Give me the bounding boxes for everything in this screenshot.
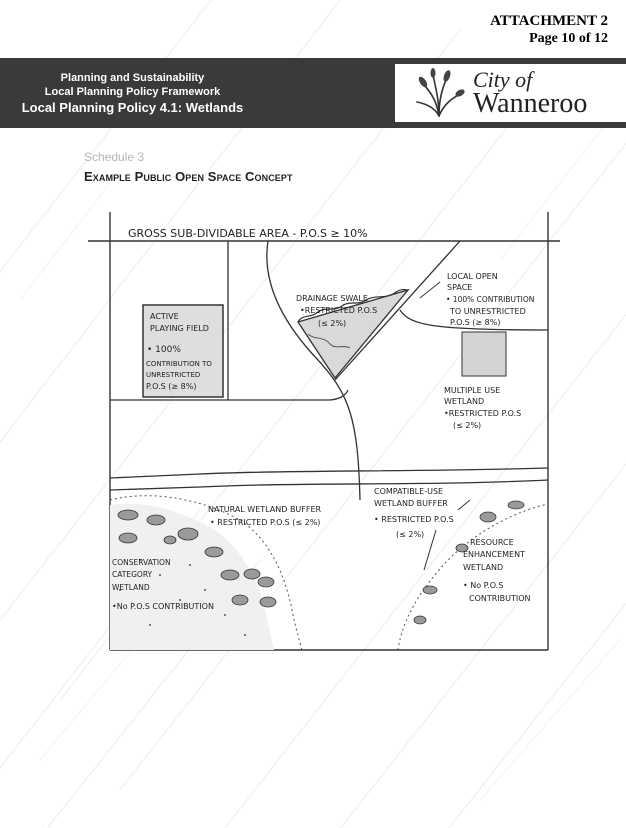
compatible-label-4: (≤ 2%) (396, 530, 425, 539)
drainage-label-2: •RESTRICTED P.O.S (300, 306, 378, 315)
active-label-6: P.O.S (≥ 8%) (146, 382, 197, 391)
gross-area-label: GROSS SUB-DIVIDABLE AREA - P.O.S ≥ 10% (128, 227, 368, 240)
compatible-label-2: WETLAND BUFFER (374, 499, 448, 508)
active-label-2: PLAYING FIELD (150, 324, 209, 333)
active-label-5: UNRESTRICTED (146, 371, 201, 379)
page-number: Page 10 of 12 (529, 31, 608, 46)
local-label-5: P.O.S (≥ 8%) (450, 318, 501, 327)
leader-resource (458, 500, 470, 510)
local-label-2: SPACE (447, 283, 473, 292)
road-horizontal-lower (110, 480, 548, 490)
conservation-label-1: CONSERVATION (112, 558, 171, 567)
local-space-label (446, 272, 534, 327)
resource-label-5: CONTRIBUTION (469, 594, 531, 603)
resource-label-2: ENHANCEMENT (463, 550, 525, 559)
local-label-3: • 100% CONTRIBUTION (446, 295, 535, 304)
page-heading: Example Public Open Space Concept (84, 169, 293, 184)
multiple-use-wetland-shape (462, 332, 506, 376)
schedule-label: Schedule 3 (84, 150, 145, 164)
local-label-1: LOCAL OPEN (447, 272, 498, 281)
resource-label-1: RESOURCE (470, 538, 514, 547)
logo-city-of: City of (473, 67, 533, 92)
logo-wanneroo: Wanneroo (473, 88, 588, 119)
leader-compatible (424, 530, 436, 570)
multiple-use-label (444, 386, 521, 430)
resource-label (463, 538, 531, 603)
compatible-buffer-label (374, 487, 454, 539)
banner-line-2: Local Planning Policy Framework (44, 86, 221, 98)
compatible-label-1: COMPATIBLE-USE (374, 487, 444, 496)
active-label-3: • 100% (147, 345, 181, 355)
natural-buffer-label (208, 505, 322, 527)
multiple-label-1: MULTIPLE USE (444, 386, 501, 395)
local-label-4: TO UNRESTRICTED (450, 307, 526, 316)
drainage-label-1: DRAINAGE SWALE (296, 294, 368, 303)
multiple-label-2: WETLAND (444, 397, 485, 406)
natural-label-1: NATURAL WETLAND BUFFER (208, 505, 322, 514)
drainage-label-3: (≤ 2%) (318, 319, 347, 328)
natural-label-2: • RESTRICTED P.O.S (≤ 2%) (210, 518, 321, 527)
conservation-label-2: CATEGORY (112, 570, 153, 579)
active-label-1: ACTIVE (150, 312, 179, 321)
attachment-title: ATTACHMENT 2 (490, 13, 608, 29)
no-pos-contribution-label: •No P.O.S CONTRIBUTION (112, 602, 214, 611)
resource-label-3: WETLAND (463, 563, 504, 572)
road-horizontal-upper (110, 468, 548, 478)
compatible-label-3: • RESTRICTED P.O.S (374, 515, 454, 524)
multiple-label-3: •RESTRICTED P.O.S (444, 409, 522, 418)
road-curved (267, 241, 360, 500)
leader-local-space (420, 282, 440, 298)
conservation-label-3: WETLAND (112, 583, 150, 592)
resource-label-4: • No P.O.S (463, 581, 504, 590)
banner-line-1: Planning and Sustainability (60, 72, 205, 84)
active-label-4: CONTRIBUTION TO (146, 360, 212, 368)
banner-line-3: Local Planning Policy 4.1: Wetlands (21, 100, 244, 115)
multiple-label-4: (≤ 2%) (453, 421, 482, 430)
